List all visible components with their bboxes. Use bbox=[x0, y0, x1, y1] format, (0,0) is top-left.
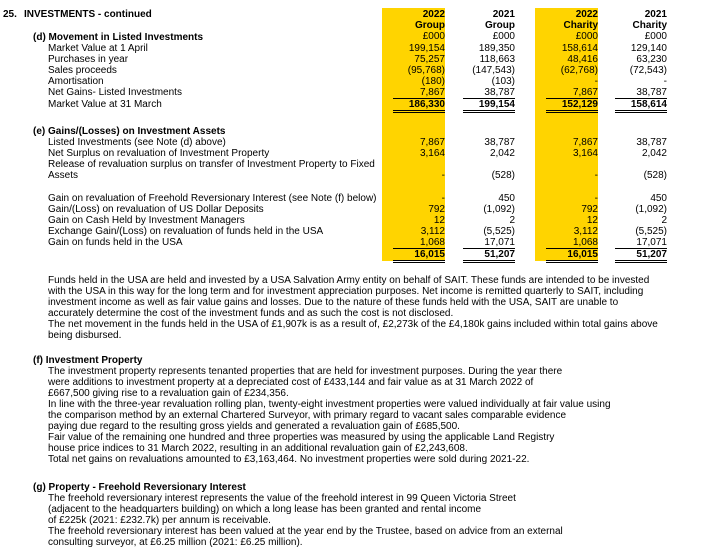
row-value: 38,787 bbox=[636, 137, 667, 148]
row-value: 38,787 bbox=[636, 87, 667, 98]
row-value: 48,416 bbox=[567, 54, 598, 65]
row-value: 792 bbox=[581, 204, 598, 215]
total-double-line bbox=[546, 260, 598, 261]
paragraph-line: £667,500 giving rise to a revaluation gain of £234,356. bbox=[48, 388, 289, 399]
total-double-line bbox=[615, 262, 667, 263]
paragraph-line: Fair value of the remaining one hundred and three properties was measured by using the applicable Land Registry bbox=[48, 432, 555, 443]
row-value: 129,140 bbox=[630, 43, 667, 54]
row-value: (62,768) bbox=[560, 65, 598, 76]
column-header-entities: Charity bbox=[632, 20, 667, 31]
row-value: (147,543) bbox=[472, 65, 515, 76]
column-header-years: 2021 bbox=[492, 9, 515, 20]
paragraph-line: were additions to investment property at a depreciated cost of £433,144 and fair value as at 31 March 2022 of bbox=[48, 377, 534, 388]
total-value: 152,129 bbox=[561, 99, 598, 110]
total-double-line bbox=[546, 110, 598, 111]
total-double-line bbox=[546, 112, 598, 113]
total-double-line bbox=[463, 260, 515, 261]
row-label: Net Gains- Listed Investments bbox=[48, 87, 182, 98]
freehold-heading: (g) Property - Freehold Reversionary Interest bbox=[33, 482, 246, 493]
row-label: Purchases in year bbox=[48, 54, 129, 65]
total-value: 199,154 bbox=[478, 99, 515, 110]
row-value: (528) bbox=[643, 170, 667, 181]
row-value: 17,071 bbox=[484, 237, 515, 248]
total-value: 51,207 bbox=[636, 249, 667, 260]
row-value: (180) bbox=[421, 76, 445, 87]
column-header-years: 2021 bbox=[644, 9, 667, 20]
paragraph-line: consulting surveyor, at £6.25 million (2021: £6.25 million). bbox=[48, 537, 303, 548]
column-header-units: £000 bbox=[492, 31, 515, 42]
row-value: 3,112 bbox=[420, 226, 445, 237]
total-double-line bbox=[463, 112, 515, 113]
row-value: 12 bbox=[586, 215, 598, 226]
row-value: 118,663 bbox=[479, 54, 515, 65]
row-value: 7,867 bbox=[572, 87, 598, 98]
row-label: Gain on funds held in the USA bbox=[48, 237, 183, 248]
column-header-units: £000 bbox=[422, 31, 445, 42]
paragraph-line: the comparison method by an external Chartered Surveyor, with primary regard to vacant sales comparable evidence bbox=[48, 410, 567, 421]
row-value: 3,164 bbox=[419, 148, 445, 159]
total-double-line bbox=[615, 110, 667, 111]
row-value: 2 bbox=[661, 215, 667, 226]
row-label: Gain on Cash Held by Investment Managers bbox=[48, 215, 245, 226]
row-label: Gain/(Loss) on revaluation of US Dollar Deposits bbox=[48, 204, 264, 215]
total-double-line bbox=[463, 110, 515, 111]
row-value: - bbox=[594, 170, 598, 181]
row-value: 2 bbox=[509, 215, 515, 226]
row-value: (5,525) bbox=[635, 226, 667, 237]
paragraph-line: In line with the three-year revaluation rolling plan, twenty-eight investment properties were valued individually at fair value using bbox=[48, 399, 611, 410]
row-label: Net Surplus on revaluation of Investment Property bbox=[48, 148, 270, 159]
row-label: Listed Investments (see Note (d) above) bbox=[48, 137, 226, 148]
row-value: 3,112 bbox=[573, 226, 598, 237]
paragraph-line: The net movement in the funds held in the USA of £1,907k is as a result of, £2,273k of the £4,180k gains included within total gains above bbox=[48, 319, 658, 330]
row-label: Assets bbox=[48, 170, 79, 181]
section-number: 25. bbox=[3, 9, 17, 20]
paragraph-line: being disbursed. bbox=[48, 330, 122, 341]
row-value: 7,867 bbox=[419, 87, 445, 98]
row-value: 1,068 bbox=[572, 237, 598, 248]
row-value: 189,350 bbox=[478, 43, 515, 54]
row-value: 792 bbox=[428, 204, 445, 215]
row-value: 199,154 bbox=[408, 43, 445, 54]
total-double-line bbox=[393, 110, 445, 111]
paragraph-line: house price indices to 31 March 2022, resulting in an additional revaluation gain of £2,243,608. bbox=[48, 443, 468, 454]
row-label: Gain on revaluation of Freehold Reversionary Interest (see Note (f) below) bbox=[48, 193, 377, 204]
row-value: 63,230 bbox=[636, 54, 667, 65]
row-value: - bbox=[441, 193, 445, 204]
movement-heading: (d) Movement in Listed Investments bbox=[33, 32, 204, 43]
paragraph-line: with the USA in this way for the long term and for investment appreciation purposes. Net income is remitted quarterly to SAIT, including bbox=[48, 286, 644, 297]
row-value: 3,164 bbox=[572, 148, 598, 159]
paragraph-line: The freehold reversionary interest has been valued at the year end by the Trustee, based on advice from an external bbox=[48, 526, 563, 537]
row-value: (103) bbox=[491, 76, 515, 87]
total-value: 16,015 bbox=[414, 249, 445, 260]
row-value: 38,787 bbox=[484, 87, 515, 98]
paragraph-line: investment income as well as fair value gains and losses. Due to the nature of these funds held with the USA, SAIT are unable to bbox=[48, 297, 619, 308]
column-header-units: £000 bbox=[644, 31, 667, 42]
gains-heading: (e) Gains/(Losses) on Investment Assets bbox=[33, 126, 226, 137]
paragraph-line: paying due regard to the resulting gross yields and generated a revaluation gain of £685,500. bbox=[48, 421, 460, 432]
column-header-years: 2022 bbox=[422, 9, 445, 20]
property-heading: (f) Investment Property bbox=[33, 355, 143, 366]
column-header-entities: Charity bbox=[563, 20, 598, 31]
row-value: 158,614 bbox=[561, 43, 598, 54]
column-header-entities: Group bbox=[485, 20, 515, 31]
paragraph-line: of £225k (2021: £232.7k) per annum is receivable. bbox=[48, 515, 271, 526]
row-value: 450 bbox=[498, 193, 515, 204]
row-value: - bbox=[594, 193, 598, 204]
row-value: (72,543) bbox=[629, 65, 667, 76]
row-value: - bbox=[663, 76, 667, 87]
total-value: 51,207 bbox=[484, 249, 515, 260]
paragraph-line: Funds held in the USA are held and invested by a USA Salvation Army entity on behalf of SAIT. These funds are intended to be invested bbox=[48, 275, 650, 286]
section-title: INVESTMENTS - continued bbox=[24, 9, 152, 20]
total-value: 16,015 bbox=[567, 249, 598, 260]
total-double-line bbox=[463, 262, 515, 263]
row-value: 1,068 bbox=[419, 237, 445, 248]
total-value: 158,614 bbox=[630, 99, 667, 110]
row-value: (1,092) bbox=[635, 204, 667, 215]
total-double-line bbox=[393, 260, 445, 261]
row-value: - bbox=[441, 170, 445, 181]
row-value: 7,867 bbox=[419, 137, 445, 148]
total-double-line bbox=[393, 262, 445, 263]
row-label: Exchange Gain/(Loss) on revaluation of funds held in the USA bbox=[48, 226, 324, 237]
paragraph-line: Total net gains on revaluations amounted to £3,163,464. No investment properties were sold during 2021-22. bbox=[48, 454, 530, 465]
paragraph-line: (adjacent to the headquarters building) on which a long lease has been granted and rental income bbox=[48, 504, 482, 515]
row-value: 38,787 bbox=[484, 137, 515, 148]
total-label: Market Value at 31 March bbox=[48, 99, 162, 110]
paragraph-line: accurately determine the cost of the investment funds and as such the cost is not disclosed. bbox=[48, 308, 454, 319]
row-value: 2,042 bbox=[489, 148, 515, 159]
column-header-entities: Group bbox=[415, 20, 445, 31]
total-value: 186,330 bbox=[408, 99, 445, 110]
paragraph-line: The freehold reversionary interest represents the value of the freehold interest in 99 Queen Victoria Street bbox=[48, 493, 516, 504]
row-value: (528) bbox=[491, 170, 515, 181]
row-value: 450 bbox=[650, 193, 667, 204]
row-value: (95,768) bbox=[407, 65, 445, 76]
row-label: Amortisation bbox=[48, 76, 104, 87]
column-header-units: £000 bbox=[575, 31, 598, 42]
row-value: 7,867 bbox=[572, 137, 598, 148]
total-double-line bbox=[615, 260, 667, 261]
total-double-line bbox=[546, 262, 598, 263]
column-header-years: 2022 bbox=[575, 9, 598, 20]
row-label: Market Value at 1 April bbox=[48, 43, 148, 54]
row-label: Release of revaluation surplus on transfer of Investment Property to Fixed bbox=[48, 159, 375, 170]
paragraph-line: The investment property represents tenanted properties that are held for investment purposes. During the year there bbox=[48, 366, 563, 377]
row-label: Sales proceeds bbox=[48, 65, 117, 76]
total-double-line bbox=[615, 112, 667, 113]
total-double-line bbox=[393, 112, 445, 113]
row-value: 17,071 bbox=[636, 237, 667, 248]
row-value: (1,092) bbox=[483, 204, 515, 215]
row-value: 2,042 bbox=[641, 148, 667, 159]
row-value: 75,257 bbox=[414, 54, 445, 65]
row-value: 12 bbox=[433, 215, 445, 226]
row-value: (5,525) bbox=[483, 226, 515, 237]
row-value: - bbox=[594, 76, 598, 87]
